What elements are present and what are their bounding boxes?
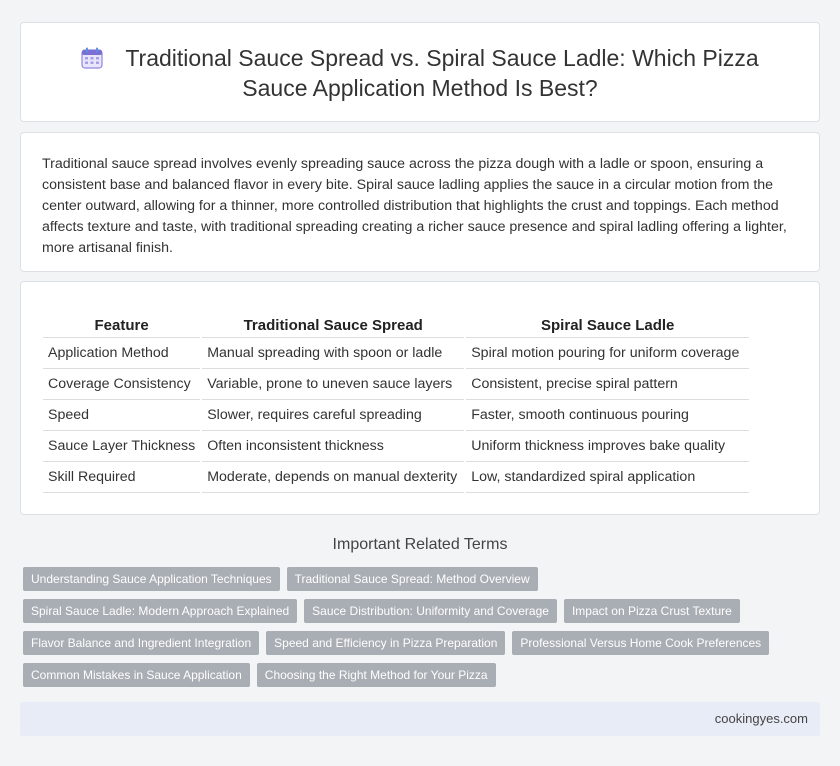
table-cell: Slower, requires careful spreading bbox=[201, 399, 465, 430]
related-terms-title: Important Related Terms bbox=[332, 536, 508, 553]
footer bbox=[20, 702, 820, 736]
related-term-tag[interactable]: Spiral Sauce Ladle: Modern Approach Explained bbox=[23, 599, 297, 623]
table-cell: Low, standardized spiral application bbox=[465, 461, 749, 492]
table-cell: Coverage Consistency bbox=[43, 368, 201, 399]
table-cell: Manual spreading with spoon or ladle bbox=[201, 337, 465, 368]
table-cell: Skill Required bbox=[43, 461, 201, 492]
intro-paragraph: Traditional sauce spread involves evenly spreading sauce across the pizza dough with a ladle or spoon, ensuring a consistent base and balanced flavor in every bite. Spiral sauce ladling applies the sauce in a circular motion from the center outward, allowing for a thinner, more controlled distribution that highlights the crust and toppings. Each method affects texture and taste, with traditional spreading creating a richer sauce presence and spiral ladling offering a lighter, more artisanal finish. bbox=[42, 156, 787, 256]
header-traditional: Traditional Sauce Spread bbox=[201, 315, 465, 337]
table-row bbox=[43, 337, 749, 368]
related-term-tag[interactable]: Understanding Sauce Application Techniques bbox=[23, 567, 280, 591]
table-cell: Consistent, precise spiral pattern bbox=[465, 368, 749, 399]
table-cell: Sauce Layer Thickness bbox=[43, 430, 201, 461]
table-cell: Application Method bbox=[43, 337, 201, 368]
related-term-tag[interactable]: Impact on Pizza Crust Texture bbox=[564, 599, 740, 623]
comparison-card bbox=[20, 281, 820, 515]
table-cell: Uniform thickness improves bake quality bbox=[465, 430, 749, 461]
comparison-table bbox=[43, 315, 749, 493]
title-card bbox=[20, 22, 820, 122]
related-term-tag[interactable]: Speed and Efficiency in Pizza Preparation bbox=[266, 631, 505, 655]
table-row bbox=[43, 368, 749, 399]
table-row bbox=[43, 461, 749, 492]
related-term-tag[interactable]: Common Mistakes in Sauce Application bbox=[23, 663, 250, 687]
table-cell: Often inconsistent thickness bbox=[201, 430, 465, 461]
related-term-tag[interactable]: Traditional Sauce Spread: Method Overview bbox=[287, 567, 538, 591]
table-cell: Faster, smooth continuous pouring bbox=[465, 399, 749, 430]
page-title: Traditional Sauce Spread vs. Spiral Sauce Ladle: Which Pizza Sauce Application Method Is Best? bbox=[125, 45, 759, 101]
header-spiral: Spiral Sauce Ladle bbox=[465, 315, 749, 337]
calendar-icon bbox=[81, 47, 103, 69]
table-row bbox=[43, 399, 749, 430]
page-title-wrap bbox=[21, 43, 819, 103]
table-cell: Variable, prone to uneven sauce layers bbox=[201, 368, 465, 399]
table-header-row bbox=[43, 315, 749, 337]
table-row bbox=[43, 430, 749, 461]
intro-card bbox=[20, 132, 820, 272]
related-term-tag[interactable]: Sauce Distribution: Uniformity and Coverage bbox=[304, 599, 557, 623]
table-cell: Moderate, depends on manual dexterity bbox=[201, 461, 465, 492]
related-term-tag[interactable]: Professional Versus Home Cook Preferences bbox=[512, 631, 769, 655]
related-term-tag[interactable]: Flavor Balance and Ingredient Integration bbox=[23, 631, 259, 655]
header-feature: Feature bbox=[43, 315, 201, 337]
related-term-tag[interactable]: Choosing the Right Method for Your Pizza bbox=[257, 663, 496, 687]
footer-site-link[interactable]: cookingyes.com bbox=[714, 711, 808, 726]
related-terms-list bbox=[23, 567, 823, 695]
table-cell: Speed bbox=[43, 399, 201, 430]
table-cell: Spiral motion pouring for uniform coverage bbox=[465, 337, 749, 368]
